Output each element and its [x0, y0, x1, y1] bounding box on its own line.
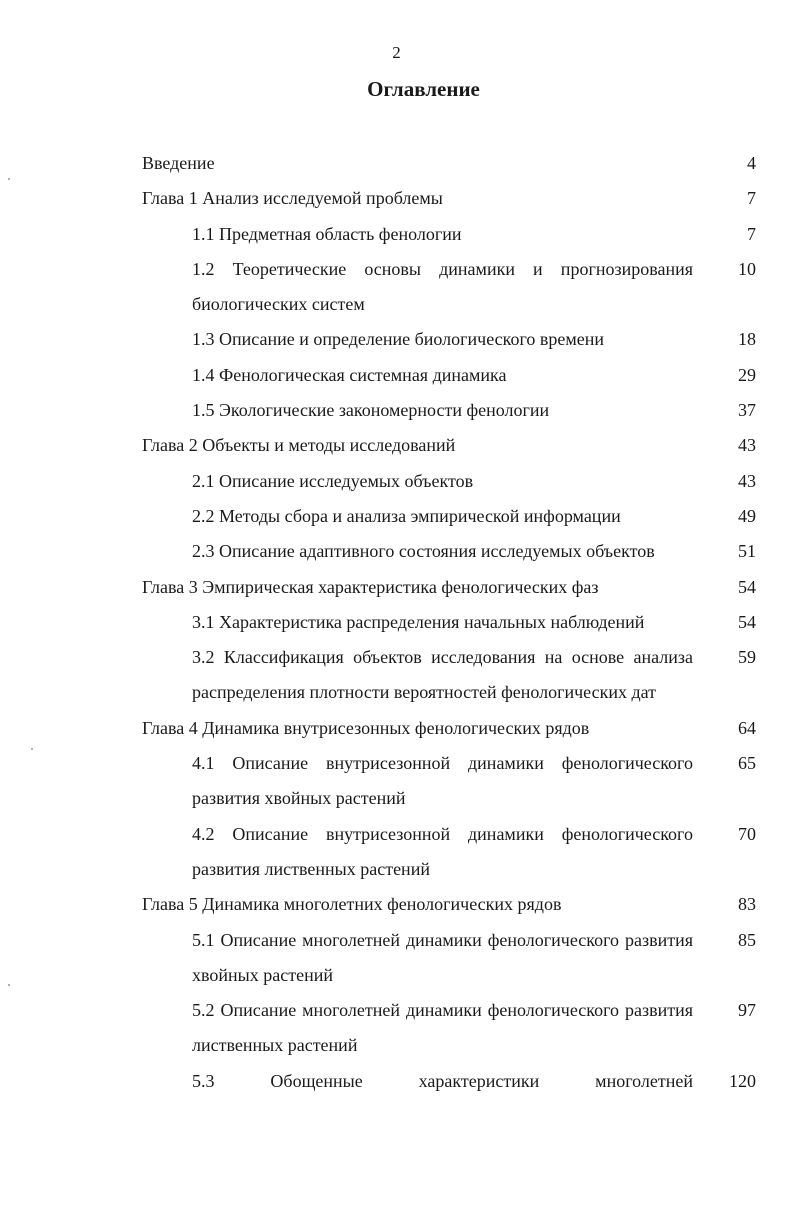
toc-entry-page: 10 — [738, 258, 756, 279]
toc-entry-text: 3.1 Характеристика распределения начальных наблюдений — [192, 611, 645, 632]
toc-entry-page: 120 — [729, 1070, 756, 1091]
toc-entry-page: 43 — [738, 470, 756, 491]
toc-entry-page: 64 — [738, 717, 756, 738]
toc-entry-section-1-2 — [0, 252, 793, 323]
toc-entry-page: 85 — [738, 929, 756, 950]
toc-entry-page: 29 — [738, 364, 756, 385]
toc-entry-chapter-4 — [0, 711, 793, 746]
page-title: Оглавление — [367, 77, 480, 101]
toc-entry-page: 54 — [738, 611, 756, 632]
toc-entry-page: 7 — [747, 223, 756, 244]
toc-entry-section-1-3 — [0, 322, 793, 357]
toc-entry-text: 1.5 Экологические закономерности фенологии — [192, 400, 550, 421]
toc-entry-text: 4.1 Описание внутрисезонной динамики фенологического развития хвойных растений — [192, 753, 693, 809]
toc-entry-text: 4.2 Описание внутрисезонной динамики фенологического развития лиственных растений — [192, 823, 693, 879]
toc-entry-section-3-2 — [0, 640, 793, 711]
toc-entry-page: 51 — [738, 541, 756, 562]
toc-entry-page: 65 — [738, 753, 756, 774]
toc-entry-page: 97 — [738, 1000, 756, 1021]
toc-entry-text: 1.4 Фенологическая системная динамика — [192, 364, 507, 385]
scan-speck — [8, 178, 10, 180]
toc-entry-page: 70 — [738, 823, 756, 844]
toc-entry-chapter-5 — [0, 887, 793, 922]
toc-entry-text: 1.3 Описание и определение биологического времени — [192, 329, 605, 350]
table-of-contents — [0, 146, 793, 1099]
toc-entry-section-5-3 — [0, 1064, 793, 1099]
toc-entry-text: Глава 4 Динамика внутрисезонных фенологических рядов — [142, 717, 590, 738]
toc-entry-text: Введение — [142, 153, 215, 173]
toc-entry-text: Глава 5 Динамика многолетних фенологических рядов — [142, 894, 562, 915]
toc-entry-section-1-1 — [0, 217, 793, 252]
toc-entry-page: 18 — [738, 329, 756, 350]
toc-entry-text: 1.1 Предметная область фенологии — [192, 223, 462, 244]
toc-entry-section-4-1 — [0, 746, 793, 817]
toc-entry-page: 7 — [747, 188, 756, 209]
toc-entry-text: Глава 2 Объекты и методы исследований — [142, 435, 456, 456]
toc-entry-page: 59 — [738, 647, 756, 668]
toc-entry-section-5-2 — [0, 993, 793, 1064]
toc-entry-text: 3.2 Классификация объектов исследования на основе анализа распределения плотности вероятностей фенологических дат — [192, 647, 693, 703]
toc-entry-section-5-1 — [0, 923, 793, 994]
toc-entry-text: 5.2 Описание многолетней динамики фенологического развития лиственных растений — [192, 1000, 693, 1056]
toc-entry-page: 49 — [738, 505, 756, 526]
toc-entry-section-1-5 — [0, 393, 793, 428]
toc-entry-text: 1.2 Теоретические основы динамики и прогнозирования биологических систем — [192, 258, 693, 315]
toc-entry-page: 54 — [738, 576, 756, 597]
toc-entry-text: Глава 3 Эмпирическая характеристика фенологических фаз — [142, 576, 599, 597]
toc-entry-introduction — [0, 146, 793, 181]
scan-speck — [31, 748, 33, 750]
page-number: 2 — [392, 43, 401, 62]
toc-entry-chapter-3 — [0, 570, 793, 605]
toc-entry-chapter-2 — [0, 428, 793, 463]
toc-entry-page: 4 — [747, 153, 756, 173]
toc-entry-text: 2.3 Описание адаптивного состояния исследуемых объектов — [192, 541, 655, 562]
toc-entry-section-2-3 — [0, 534, 793, 569]
toc-entry-page: 83 — [738, 894, 756, 915]
toc-entry-text: 5.1 Описание многолетней динамики фенологического развития хвойных растений — [192, 929, 693, 985]
toc-entry-text: Глава 1 Анализ исследуемой проблемы — [142, 188, 443, 209]
toc-entry-section-3-1 — [0, 605, 793, 640]
toc-entry-text: 2.2 Методы сбора и анализа эмпирической информации — [192, 505, 621, 526]
toc-entry-section-1-4 — [0, 358, 793, 393]
toc-entry-page: 43 — [738, 435, 756, 456]
toc-entry-section-4-2 — [0, 817, 793, 888]
toc-entry-section-2-1 — [0, 464, 793, 499]
toc-entry-page: 37 — [738, 400, 756, 421]
toc-entry-text: 2.1 Описание исследуемых объектов — [192, 470, 474, 491]
toc-entry-text: 5.3 Обощенные характеристики многолетней — [192, 1070, 693, 1091]
scan-speck — [8, 984, 10, 986]
toc-entry-section-2-2 — [0, 499, 793, 534]
toc-entry-chapter-1 — [0, 181, 793, 216]
